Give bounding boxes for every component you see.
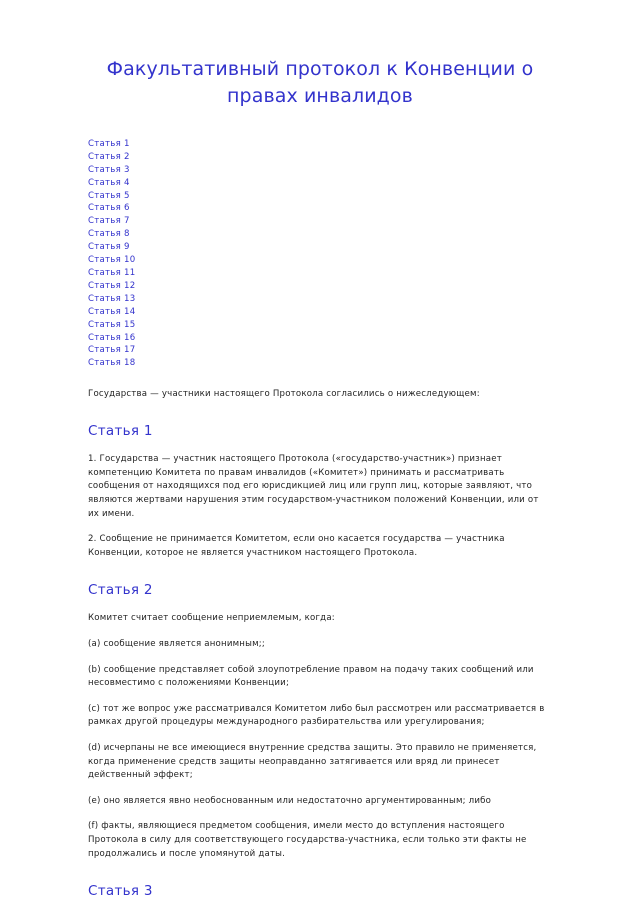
toc-link-article-18[interactable]: Статья 18 <box>88 358 136 369</box>
article-2-paragraph-7: (f) факты, являющиеся предметом сообщения, имели место до вступления настоящего Протокола в силу для соответствующего государства-участника, если только эти факты не продолжались и после упомянутой даты. <box>88 821 527 859</box>
document-body <box>0 138 640 899</box>
article-heading-1: Статья 1 <box>88 423 153 440</box>
article-section-1 <box>88 423 552 560</box>
intro-paragraph: Государства — участники настоящего Протокола согласились о нижеследующем: <box>88 389 480 400</box>
article-1-paragraph-2: 2. Сообщение не принимается Комитетом, если оно касается государства — участника Конвенции, которое не является участником настоящего Протокола. <box>88 534 505 558</box>
toc-link-article-14[interactable]: Статья 14 <box>88 306 136 317</box>
toc-link-article-12[interactable]: Статья 12 <box>88 280 136 291</box>
article-2-paragraph-6: (e) оно является явно необоснованным или недостаточно аргументированным; либо <box>88 795 492 806</box>
toc-link-article-9[interactable]: Статья 9 <box>88 242 130 253</box>
toc-link-article-3[interactable]: Статья 3 <box>88 164 130 175</box>
toc-link-article-16[interactable]: Статья 16 <box>88 332 136 343</box>
toc-link-article-13[interactable]: Статья 13 <box>88 293 136 304</box>
article-2-paragraph-1: Комитет считает сообщение неприемлемым, когда: <box>88 613 335 624</box>
article-section-2 <box>88 582 552 861</box>
article-2-paragraph-2: (a) сообщение является анонимным;; <box>88 639 265 649</box>
article-heading-3: Статья 3 <box>88 883 153 900</box>
toc-link-article-11[interactable]: Статья 11 <box>88 268 136 278</box>
page-title: Факультативный протокол к Конвенции о правах инвалидов <box>106 58 534 107</box>
toc-link-article-7[interactable]: Статья 7 <box>88 216 130 227</box>
article-1-paragraph-1: 1. Государства — участник настоящего Протокола («государство-участник») признает компетенцию Комитета по правам инвалидов («Комитет») принимать и рассматривать сообщения от находящихся под его юрисдикцией лиц или групп лиц, которые заявляют, что являются жертвами нарушения этим государством-участником положений Конвенции, или от их имени. <box>88 454 539 519</box>
toc-link-article-5[interactable]: Статья 5 <box>88 190 130 201</box>
toc-link-article-2[interactable]: Статья 2 <box>88 151 130 162</box>
table-of-contents <box>88 138 552 370</box>
toc-link-article-10[interactable]: Статья 10 <box>88 255 136 266</box>
toc-link-article-4[interactable]: Статья 4 <box>88 177 130 188</box>
article-section-3 <box>88 883 552 899</box>
toc-link-article-8[interactable]: Статья 8 <box>88 229 130 240</box>
article-heading-2: Статья 2 <box>88 582 153 599</box>
toc-link-article-1[interactable]: Статья 1 <box>88 138 130 149</box>
article-2-paragraph-3: (b) сообщение представляет собой злоупотребление правом на подачу таких сообщений или несовместимо с положениями Конвенции; <box>88 664 534 689</box>
toc-link-article-6[interactable]: Статья 6 <box>88 203 130 214</box>
article-2-paragraph-5: (d) исчерпаны не все имеющиеся внутренние средства защиты. Это правило не применяется, когда применение средств защиты неоправданно затягивается или вряд ли принесет действенный эффект; <box>88 742 537 781</box>
toc-link-article-15[interactable]: Статья 15 <box>88 319 136 330</box>
toc-link-article-17[interactable]: Статья 17 <box>88 345 136 356</box>
article-2-paragraph-4: (c) тот же вопрос уже рассматривался Комитетом либо был рассмотрен или рассматривается в рамках другой процедуры международного разбирательства или урегулирования; <box>88 703 545 728</box>
